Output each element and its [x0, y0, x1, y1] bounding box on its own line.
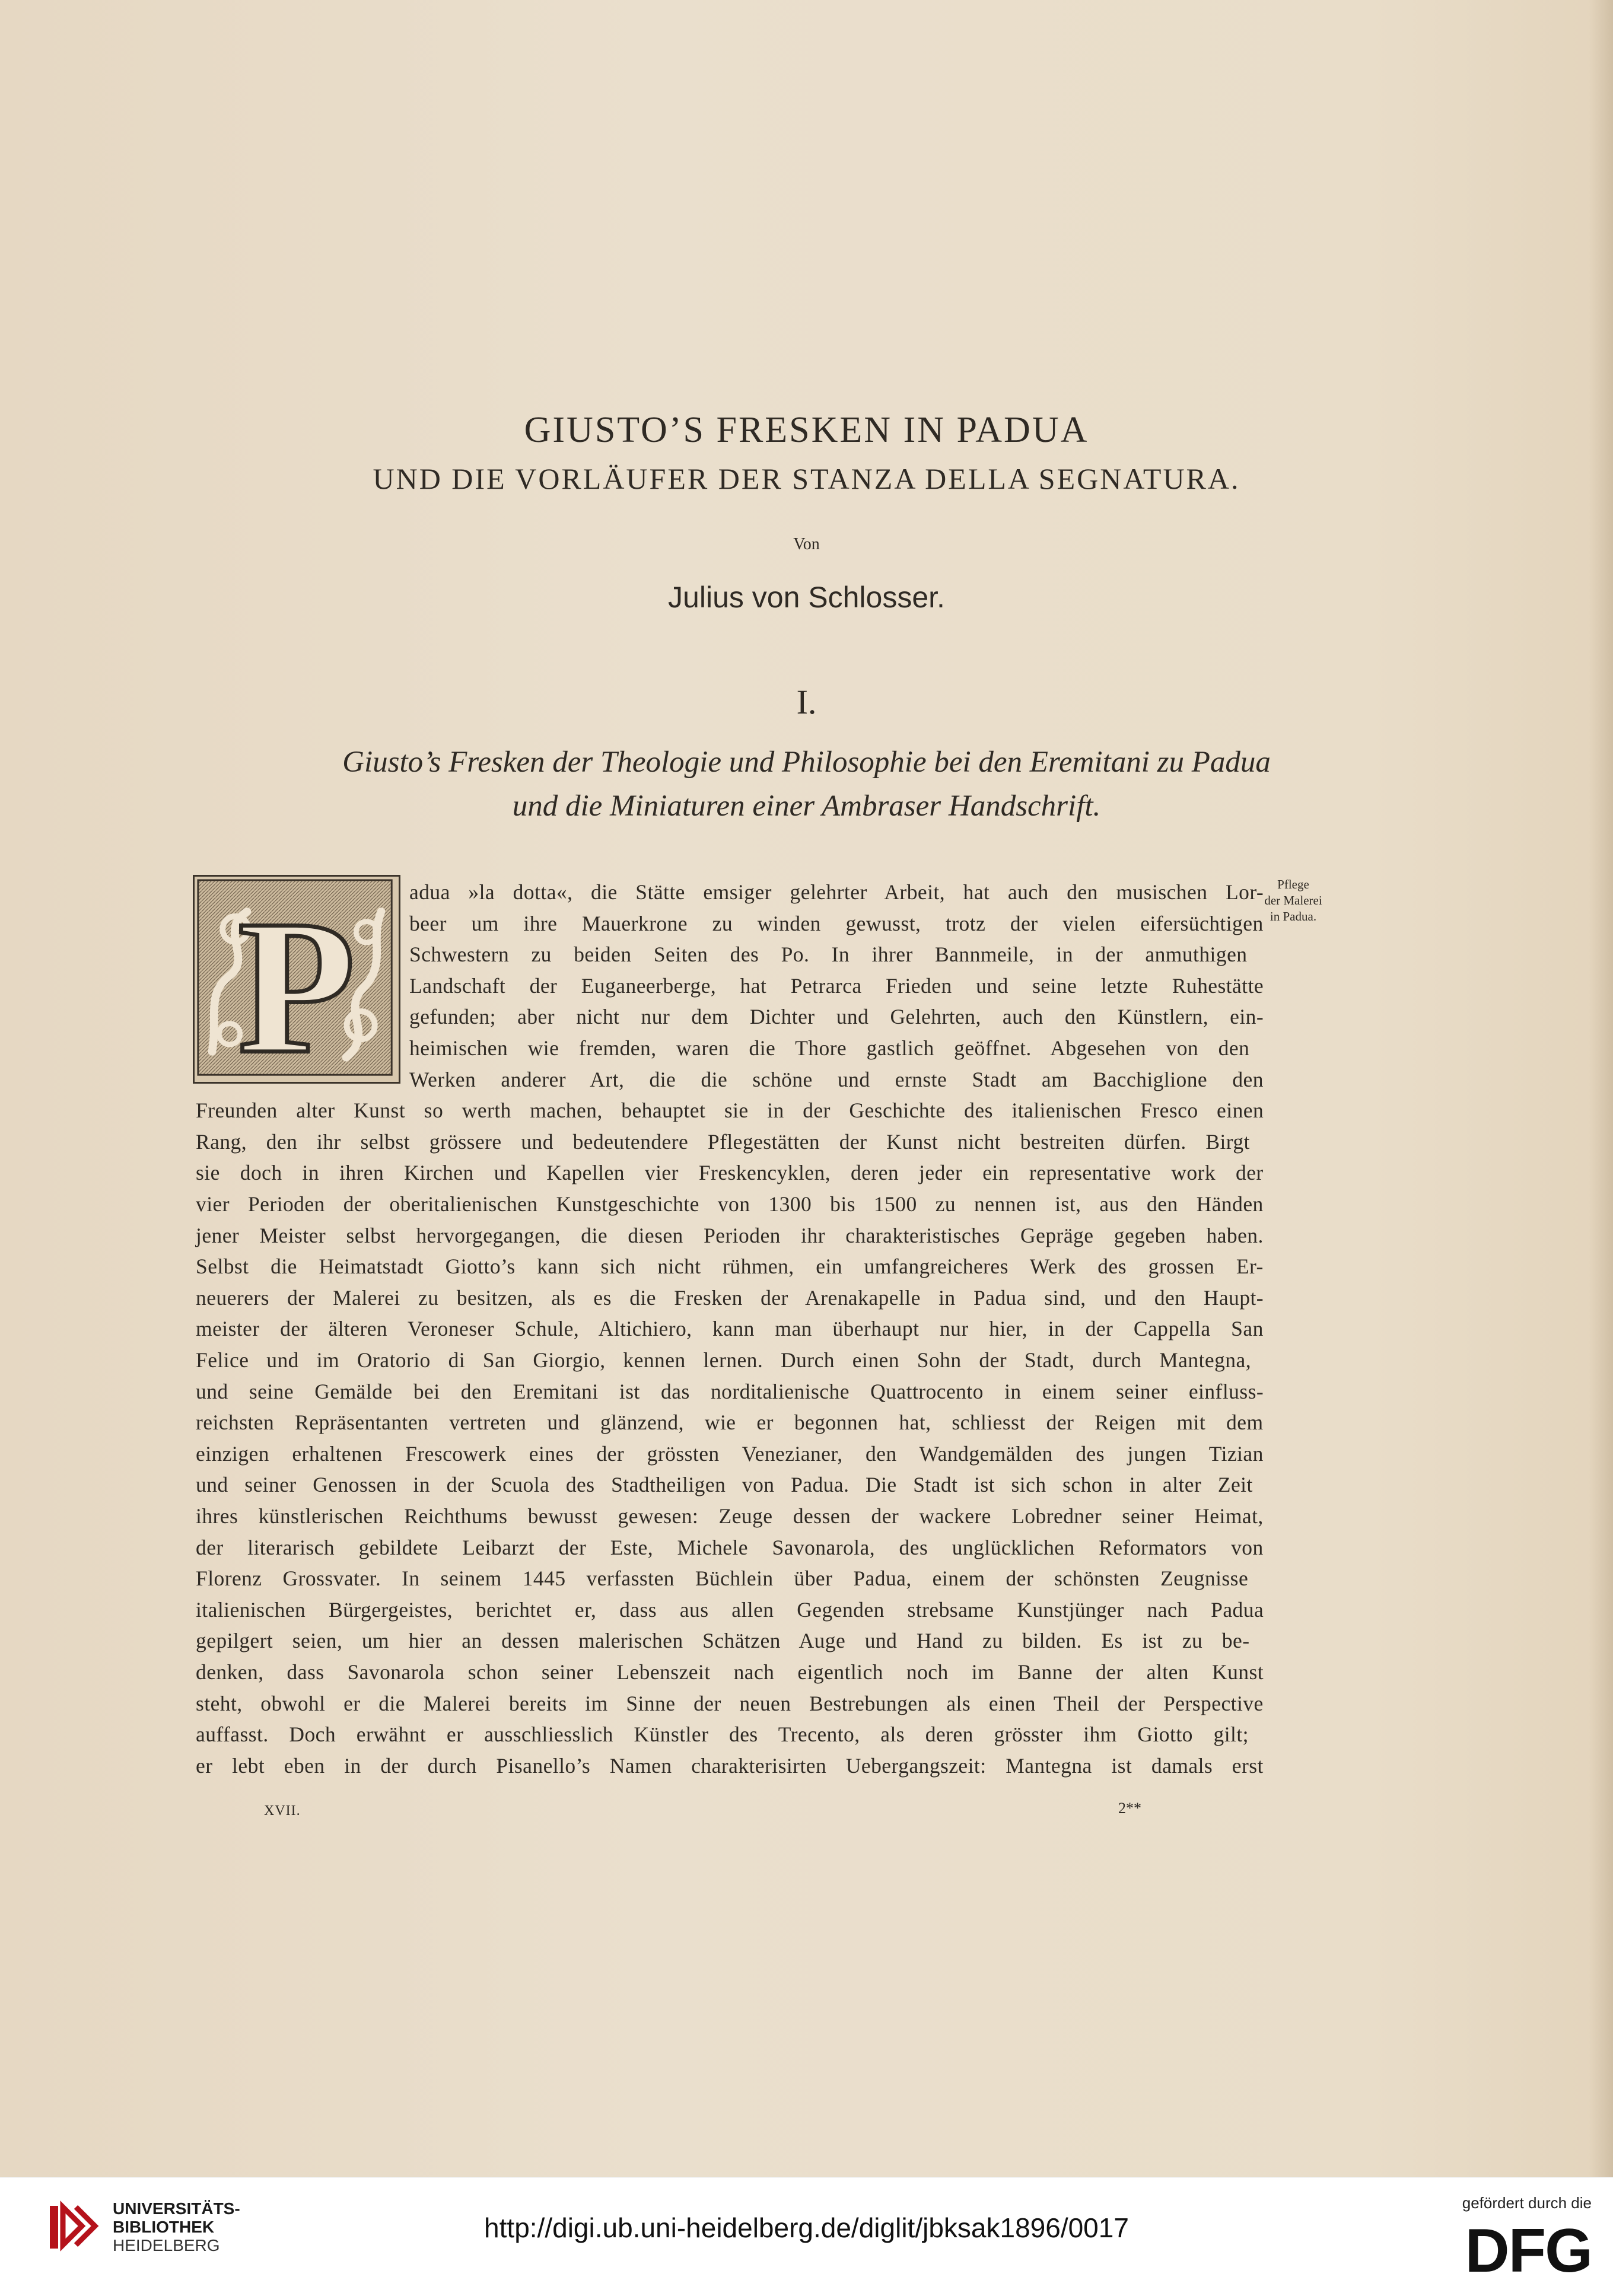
body-line: denken, dass Savonarola schon seiner Lebenszeit nach eigentlich noch im Banne der alten Kunst — [196, 1660, 1264, 1684]
margin-note-line: in Padua. — [1270, 909, 1317, 924]
body-line: meister der älteren Veroneser Schule, Altichiero, kann man überhaupt nur hier, in der Cappella San — [196, 1317, 1264, 1341]
body-line: und seiner Genossen in der Scuola des Stadtheiligen von Padua. Die Stadt ist sich schon in alter Zeit — [196, 1473, 1253, 1497]
body-line: ihres künstlerischen Reichthums bewusst gewesen: Zeuge dessen der wackere Lobredner seiner Heimat, — [196, 1504, 1264, 1528]
body-line: vier Perioden der oberitalienischen Kunstgeschichte von 1300 bis 1500 zu nennen ist, aus den Händen — [196, 1192, 1264, 1216]
body-line: Felice und im Oratorio di San Giorgio, kennen lernen. Durch einen Sohn der Stadt, durch Mantegna, — [196, 1348, 1252, 1372]
dfg-logo[interactable]: DFG — [1465, 2217, 1592, 2285]
body-line: Freunden alter Kunst so werth machen, behauptet sie in der Geschichte des italienischen Fresco einen — [196, 1098, 1264, 1123]
body-line: einzigen erhaltenen Frescowerk eines der grössten Venezianer, den Wandgemälden des jungen Tizian — [196, 1441, 1264, 1466]
margin-note-line: der Malerei — [1264, 893, 1322, 907]
library-name-line: BIBLIOTHEK — [113, 2218, 215, 2236]
byline: Von — [793, 535, 820, 553]
body-line: heimischen wie fremden, waren die Thore gastlich geöffnet. Abgesehen von den — [409, 1036, 1250, 1060]
library-name-line: UNIVERSITÄTS- — [113, 2199, 240, 2218]
body-line: Florenz Grossvater. In seinem 1445 verfassten Büchlein über Padua, einem der schönsten Zeugnisse — [196, 1566, 1249, 1591]
section-heading-line: und die Miniaturen einer Ambraser Handschrift. — [512, 789, 1101, 823]
body-line: adua »la dotta«, die Stätte emsiger gelehrter Arbeit, hat auch den musischen Lor- — [409, 880, 1264, 904]
permalink-url[interactable]: http://digi.ub.uni-heidelberg.de/diglit/jbksak1896/0017 — [484, 2212, 1129, 2243]
section-heading-line: Giusto’s Fresken der Theologie und Philosophie bei den Eremitani zu Padua — [342, 746, 1271, 779]
drop-cap-illustration — [195, 877, 399, 1082]
ornamental-initial — [193, 875, 400, 1084]
margin-note-line: Pflege — [1277, 877, 1309, 891]
body-line: der literarisch gebildete Leibarzt der Este, Michele Savonarola, des unglücklichen Reformators von — [196, 1535, 1264, 1559]
body-line: er lebt eben in der durch Pisanello’s Namen charakterisirten Uebergangszeit: Mantegna ist damals erst — [196, 1753, 1264, 1778]
body-line: italienischen Bürgergeistes, berichtet er, dass aus allen Gegenden strebsame Kunstjünger nach Padua — [196, 1597, 1264, 1622]
body-line: jener Meister selbst hervorgegangen, die diesen Perioden ihr charakteristisches Gepräge gegeben haben. — [196, 1223, 1264, 1247]
body-line: Schwestern zu beiden Seiten des Po. In ihrer Bannmeile, in der anmuthigen — [409, 942, 1248, 967]
signature-mark: 2** — [1118, 1800, 1141, 1817]
body-line: neuerers der Malerei zu besitzen, als es die Fresken der Arenakapelle in Padua sind, und den Haupt- — [196, 1285, 1264, 1310]
body-line: beer um ihre Mauerkrone zu winden gewusst, trotz der vielen eifersüchtigen — [409, 911, 1264, 935]
body-line: Rang, den ihr selbst grössere und bedeutendere Pflegestätten der Kunst nicht bestreiten dürfen. Birgt — [196, 1129, 1250, 1154]
article-subtitle: UND DIE VORLÄUFER DER STANZA DELLA SEGNATURA. — [373, 462, 1240, 495]
section-number: I. — [796, 683, 817, 721]
body-line: gefunden; aber nicht nur dem Dichter und Gelehrten, auch den Künstlern, ein- — [409, 1005, 1264, 1029]
body-line: Landschaft der Euganeerberge, hat Petrarca Frieden und seine letzte Ruhestätte — [409, 973, 1264, 998]
body-line: und seine Gemälde bei den Eremitani ist das norditalienische Quattrocento in einem seiner einfluss- — [196, 1379, 1264, 1403]
body-line: sie doch in ihren Kirchen und Kapellen vier Freskencyklen, deren jeder ein representative work der — [196, 1161, 1264, 1185]
body-line: gepilgert seien, um hier an dessen malerischen Schätzen Auge und Hand zu bilden. Es ist zu be- — [196, 1629, 1250, 1653]
body-line: Selbst die Heimatstadt Giotto’s kann sich nicht rühmen, ein umfangreicheres Werk des grossen Er- — [196, 1254, 1264, 1279]
viewer-footer — [0, 2177, 1613, 2296]
funding-caption: gefördert durch die — [1462, 2194, 1592, 2212]
body-line: auffasst. Doch erwähnt er ausschliesslich Künstler des Trecento, als deren grösster ihm Giotto gilt; — [196, 1722, 1249, 1747]
page-edge-shadow — [1589, 0, 1613, 2177]
body-line: reichsten Repräsentanten vertreten und glänzend, wie er begonnen hat, schliesst der Reigen mit dem — [196, 1410, 1264, 1435]
body-line: steht, obwohl er die Malerei bereits im Sinne der neuen Bestrebungen als einen Theil der Perspective — [196, 1691, 1264, 1715]
volume-numeral: XVII. — [264, 1803, 301, 1819]
library-name-line: HEIDELBERG — [113, 2236, 220, 2254]
article-title: GIUSTO’S FRESKEN IN PADUA — [524, 410, 1089, 450]
author-name: Julius von Schlosser. — [668, 581, 945, 614]
drop-cap-letter: P — [237, 880, 356, 1082]
body-line: Werken anderer Art, die die schöne und ernste Stadt am Bacchiglione den — [409, 1067, 1264, 1091]
